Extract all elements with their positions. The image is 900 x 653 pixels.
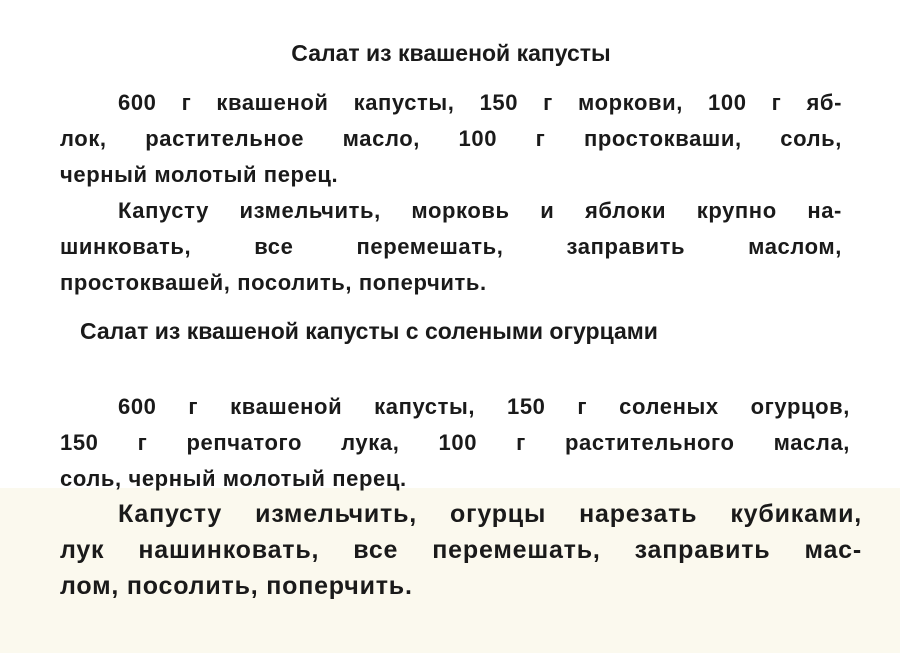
method-line: Капусту измельчить, морковь и яблоки крупно на-: [118, 198, 842, 223]
ingredients-line: лок, растительное масло, 100 г простокваши, соль,: [60, 126, 842, 151]
method-line: лом, посолить, поперчить.: [60, 572, 413, 600]
ingredients-line: 600 г квашеной капусты, 150 г моркови, 100 г яб-: [118, 90, 842, 115]
ingredients-line: соль, черный молотый перец.: [60, 466, 407, 491]
ingredients-line: 150 г репчатого лука, 100 г растительного масла,: [60, 430, 850, 455]
recipe-sauerkraut-pickles-salad: [60, 318, 850, 497]
method-line: простоквашей, посолить, поперчить.: [60, 270, 487, 295]
recipe-sauerkraut-salad: [60, 40, 842, 301]
recipe-method: [60, 496, 862, 604]
recipe-title: Салат из квашеной капусты с солеными огурцами: [80, 318, 658, 344]
method-line: Капусту измельчить, огурцы нарезать кубиками,: [118, 500, 862, 528]
recipe-title: Салат из квашеной капусты: [291, 40, 611, 66]
ingredients-line: 600 г квашеной капусты, 150 г соленых огурцов,: [118, 394, 850, 419]
method-line: лук нашинковать, все перемешать, заправить мас-: [60, 536, 862, 564]
ingredients-line: черный молотый перец.: [60, 162, 339, 187]
method-line: шинковать, все перемешать, заправить маслом,: [60, 234, 842, 259]
